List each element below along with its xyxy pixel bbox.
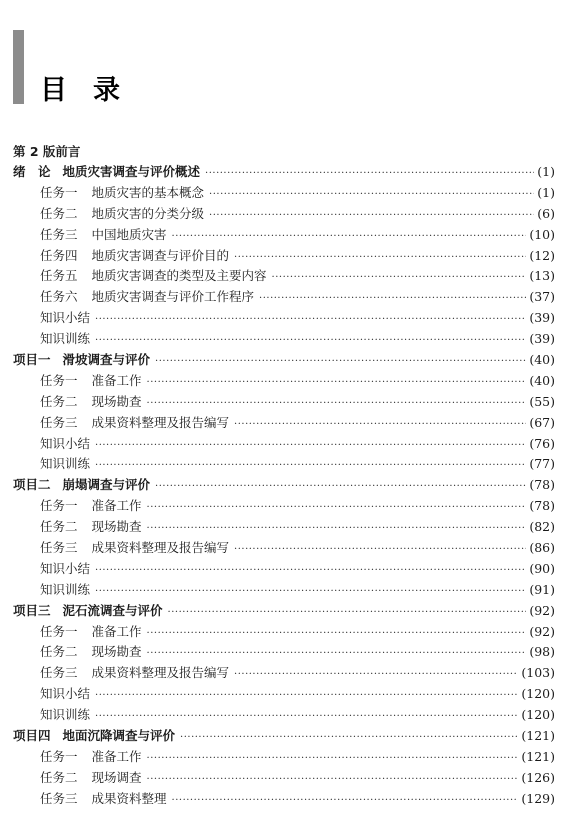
dot-leader [180,728,518,749]
dot-leader [147,770,519,791]
toc-entry-label [13,475,150,496]
toc-entry-title: 知识小结 [40,435,91,451]
toc-entry-title: 成果资料整理及报告编写 [91,414,230,430]
toc-entry-label [40,663,229,684]
toc-task-entry[interactable] [13,454,555,475]
toc-task-entry[interactable] [13,684,555,705]
toc-entry-label [40,789,167,810]
toc-entry-label [40,392,142,413]
dot-leader [95,456,526,477]
dot-leader [95,686,518,707]
toc-entry-title: 知识训练 [40,707,91,723]
toc-page-number: (120) [521,686,555,702]
toc-task-entry[interactable] [13,225,555,246]
toc-entry-number: 项目三 [13,602,51,618]
toc-entry-label [40,329,90,350]
dot-leader [95,436,526,457]
dot-leader [205,164,534,185]
toc-entry-title: 成果资料整理及报告编写 [91,540,230,556]
dot-leader [95,331,526,352]
toc-page-number: (1) [537,184,555,200]
toc-entry-label [40,308,90,329]
toc-task-entry[interactable] [13,308,555,329]
dot-leader [209,185,534,206]
toc-entry-label [40,768,142,789]
toc-task-entry[interactable] [13,768,555,789]
toc-page-number: (82) [529,519,555,535]
dot-leader [147,498,527,519]
toc-entry-title: 中国地质灾害 [91,226,167,242]
toc-task-entry[interactable] [13,413,555,434]
toc-entry-number: 任务三 [40,414,78,430]
toc-page-number: (121) [521,728,555,744]
toc-page-number: (78) [529,498,555,514]
toc-entry-number: 任务一 [40,498,78,514]
toc-entry-number: 任务一 [40,184,78,200]
dot-leader [147,624,527,645]
dot-leader [147,644,527,665]
toc-task-entry[interactable] [13,580,555,601]
toc-entry-label [40,183,204,204]
toc-entry-label [40,371,142,392]
toc-entry-number: 任务二 [40,519,78,535]
toc-entry-number: 任务六 [40,289,78,305]
dot-leader [147,519,527,540]
toc-entry-title: 地质灾害调查与评价工作程序 [91,289,255,305]
toc-entry-title: 地质灾害调查的类型及主要内容 [91,268,267,284]
toc-entry-label [40,434,90,455]
toc-page-number: (12) [529,247,555,263]
toc-entry-number: 任务四 [40,247,78,263]
toc-page-number: (67) [529,414,555,430]
toc-entry-title: 知识训练 [40,456,91,472]
toc-task-entry[interactable] [13,246,555,267]
toc-task-entry[interactable] [13,496,555,517]
title-accent-bar [13,30,24,104]
toc-entry-number: 任务三 [40,790,78,806]
toc-chapter-entry[interactable] [13,162,555,183]
toc-entry-label [13,726,175,747]
toc-entry-title: 现场调查 [91,769,142,785]
toc-task-entry[interactable] [13,204,555,225]
dot-leader [95,582,526,603]
dot-leader [209,206,534,227]
toc-entry-title: 滑坡调查与评价 [62,352,151,368]
toc-entry-number: 任务二 [40,644,78,660]
toc-entry-label [40,622,142,643]
toc-task-entry[interactable] [13,559,555,580]
toc-task-entry[interactable] [13,329,555,350]
toc-entry-label [40,246,229,267]
dot-leader [234,540,526,561]
toc-task-entry[interactable] [13,266,555,287]
toc-page-number: (78) [529,477,555,493]
toc-entry-title: 地质灾害调查与评价概述 [62,164,201,179]
dot-leader [147,394,527,415]
toc-entry-title: 知识小结 [40,310,91,326]
toc-task-entry[interactable] [13,538,555,559]
toc-page-number: (126) [521,769,555,785]
toc-page-number: (121) [521,748,555,764]
toc-page-number: (92) [529,623,555,639]
toc-entry-number: 项目二 [13,477,51,493]
dot-leader [234,665,518,686]
toc-task-entry[interactable] [13,663,555,684]
toc-entry-label [40,538,229,559]
dot-leader [234,415,526,436]
dot-leader [172,227,527,248]
toc-entry-title: 地面沉降调查与评价 [62,728,176,744]
toc-page-number: (90) [529,560,555,576]
dot-leader [95,561,526,582]
toc-entry-label [40,684,90,705]
toc-entry-label [40,496,142,517]
dot-leader [168,603,527,624]
toc-task-entry[interactable] [13,287,555,308]
toc-page-number: (40) [529,352,555,368]
dot-leader [147,373,527,394]
toc-page-number: (103) [521,665,555,681]
toc-entry-title: 泥石流调查与评价 [62,602,163,618]
toc-page-number: (39) [529,310,555,326]
toc-page-number: (77) [529,456,555,472]
toc-entry-label [40,287,254,308]
toc-chapter-entry[interactable] [13,475,555,496]
toc-entry-title: 现场勘查 [91,393,142,409]
toc-entry-number: 项目一 [13,352,51,368]
dot-leader [259,289,526,310]
toc-entry-title: 知识小结 [40,686,91,702]
toc-entry-title: 准备工作 [91,372,142,388]
toc-entry-label [40,225,167,246]
toc-page-number: (98) [529,644,555,660]
toc-page-number: (37) [529,289,555,305]
page-title: 目录 [40,75,146,106]
toc-entry-label [40,559,90,580]
toc-entry-number: 项目四 [13,728,51,744]
toc-page-number: (39) [529,331,555,347]
toc-entry-title: 现场勘查 [91,519,142,535]
toc-page-number: (13) [529,268,555,284]
toc-entry-label [40,266,267,287]
toc-entry-title: 准备工作 [91,498,142,514]
toc-page-number: (91) [529,581,555,597]
toc-page-number: (120) [521,707,555,723]
toc-entry-number: 任务三 [40,665,78,681]
toc-task-entry[interactable] [13,642,555,663]
dot-leader [234,248,526,269]
toc-entry-title: 成果资料整理及报告编写 [91,665,230,681]
toc-page-number: (40) [529,372,555,388]
toc-preface-entry[interactable]: 第 2 版前言 [13,144,81,159]
toc-entry-label [40,747,142,768]
dot-leader [155,477,526,498]
dot-leader [147,749,519,770]
toc-entry-title: 准备工作 [91,748,142,764]
toc-entry-title: 崩塌调查与评价 [62,477,151,493]
toc-page-number: (76) [529,435,555,451]
toc-entry-label [13,162,200,183]
toc-chapter-entry[interactable] [13,726,555,747]
dot-leader [155,352,526,373]
toc-entry-title: 知识训练 [40,331,91,347]
toc-chapter-entry[interactable] [13,601,555,622]
toc-entry-title: 准备工作 [91,623,142,639]
toc-task-entry[interactable] [13,705,555,726]
toc-entry-title: 成果资料整理 [91,790,167,806]
toc-entry-number: 任务一 [40,372,78,388]
toc-task-entry[interactable] [13,622,555,643]
toc-entry-title: 知识训练 [40,581,91,597]
toc-task-entry[interactable] [13,789,555,810]
toc-entry-label [40,580,90,601]
toc-entry-title: 知识小结 [40,560,91,576]
toc-entry-number: 任务一 [40,748,78,764]
toc-entry-label [40,517,142,538]
toc-task-entry[interactable] [13,371,555,392]
toc-entry-label [40,413,229,434]
toc-entry-title: 地质灾害调查与评价目的 [91,247,230,263]
toc-entry-number: 任务一 [40,623,78,639]
toc-task-entry[interactable] [13,392,555,413]
toc-entry-label [40,705,90,726]
toc-entry-title: 地质灾害的分类分级 [91,205,205,221]
toc-entry-number: 任务二 [40,393,78,409]
toc-page-number: (1) [537,164,555,179]
toc-task-entry[interactable] [13,183,555,204]
toc-page-number: (86) [529,540,555,556]
toc-entry-label [13,350,150,371]
toc-chapter-entry[interactable] [13,350,555,371]
dot-leader [172,791,519,812]
dot-leader [272,268,527,289]
toc-entry-number: 任务五 [40,268,78,284]
toc-entries [13,162,555,810]
toc-task-entry[interactable] [13,517,555,538]
toc-task-entry[interactable] [13,434,555,455]
toc-page-number: (92) [529,602,555,618]
toc-entry-number: 任务三 [40,226,78,242]
toc-page-number: (129) [521,790,555,806]
toc-entry-label [40,642,142,663]
dot-leader [95,310,526,331]
toc-page-number: (10) [529,226,555,242]
toc-page-number: (6) [537,205,555,221]
toc-entry-number: 任务三 [40,540,78,556]
toc-entry-label [40,454,90,475]
toc-entry-title: 地质灾害的基本概念 [91,184,205,200]
toc-entry-label [13,601,163,622]
toc-page-number: (55) [529,393,555,409]
toc-entry-title: 现场勘查 [91,644,142,660]
toc-task-entry[interactable] [13,747,555,768]
toc-entry-number: 任务二 [40,205,78,221]
toc-entry-number: 任务二 [40,769,78,785]
toc-entry-label [40,204,204,225]
toc-entry-number: 绪 论 [13,164,51,179]
dot-leader [95,707,518,728]
table-of-contents [13,141,555,810]
